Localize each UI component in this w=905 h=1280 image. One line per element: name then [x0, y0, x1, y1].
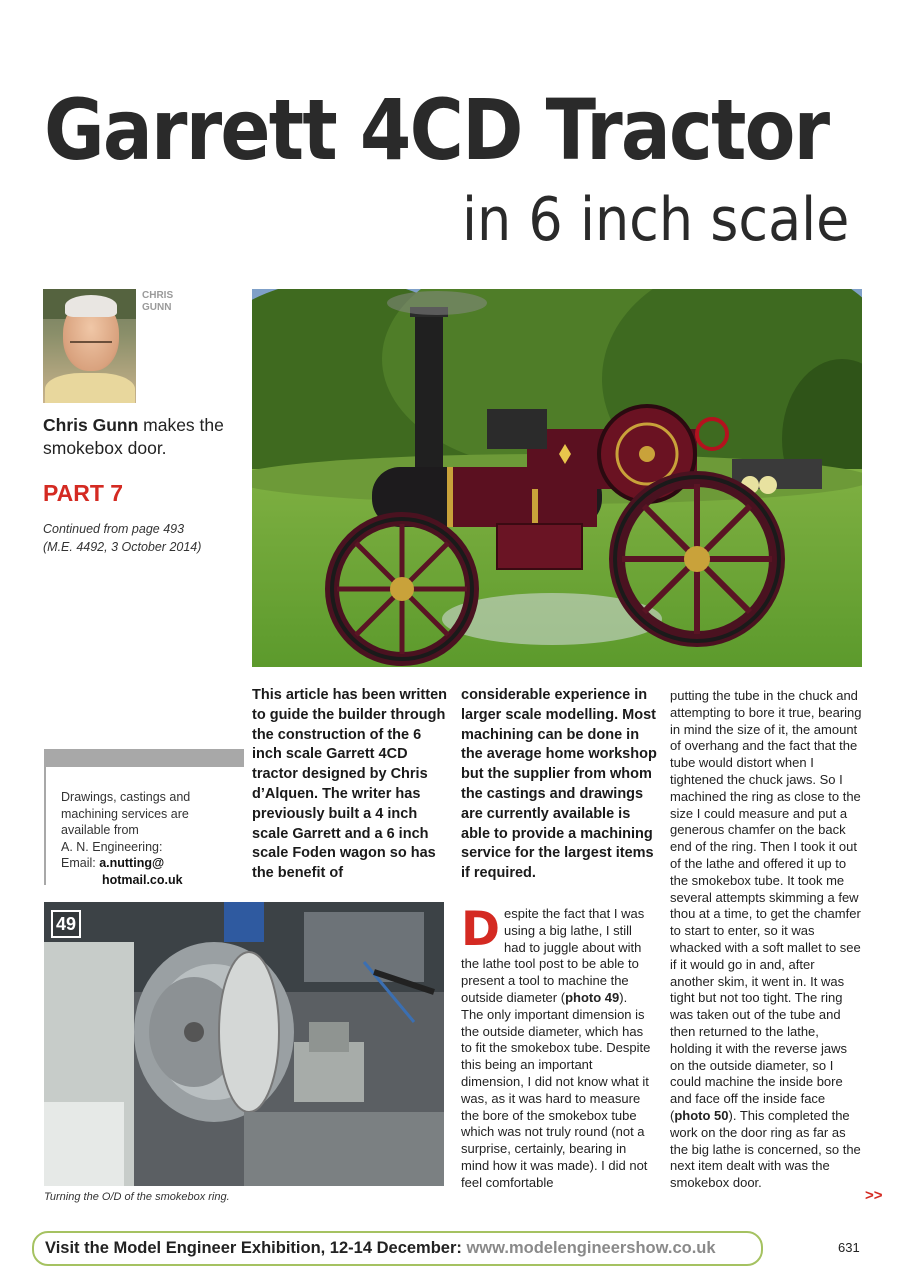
email-address[interactable]: a.nutting@: [99, 856, 165, 870]
continue-arrow: >>: [865, 1187, 883, 1204]
photo-ref-50: photo 50: [674, 1107, 729, 1123]
author-byline: CHRIS GUNN: [142, 290, 174, 313]
tractor-photo: [252, 289, 862, 667]
standfirst: Chris Gunn makes the smokebox door.: [43, 415, 224, 458]
continued-note: Continued from page 493 (M.E. 4492, 3 October 2014): [43, 522, 202, 554]
drop-cap: D: [461, 902, 501, 957]
article-subtitle: in 6 inch scale: [461, 185, 849, 255]
page-number: 631: [838, 1240, 860, 1255]
intro-column-1: This article has been written to guide the builder through the construction of the 6 inch scale Garrett 4CD tractor designed by Chris d’Alquen. The writer has previously built a 4 inch scale Garrett and a 6 inch scale Foden wagon so has the benefit of: [252, 687, 447, 882]
footer-url[interactable]: www.modelengineershow.co.uk: [466, 1239, 716, 1257]
author-name: Chris Gunn: [43, 415, 139, 435]
photo-caption: Turning the O/D of the smokebox ring.: [44, 1191, 230, 1203]
photo-ref-49: photo 49: [565, 989, 620, 1005]
intro-column-2: considerable experience in larger scale modelling. Most machining can be done in the average home workshop but the supplier from whom the castings and drawings are currently available is able to provide a machining service for the largest items if required.: [461, 687, 657, 882]
article-title: Garrett 4CD Tractor: [44, 81, 829, 179]
availability-text: Drawings, castings and machining services are available from A. N. Engineering: Email: a.nutting@ hotmail.co.uk: [61, 790, 191, 887]
lathe-photo: [44, 902, 444, 1186]
footer-text: Visit the Model Engineer Exhibition, 12-14 December:: [45, 1239, 467, 1257]
footer-banner: [32, 1231, 763, 1266]
photo-number: 49: [51, 910, 81, 938]
sidebar-header-bar: [44, 749, 244, 767]
part-label: PART 7: [43, 480, 124, 506]
author-photo: [43, 289, 136, 403]
body-column-3: putting the tube in the chuck and attempting to bore it true, bearing in mind the size of it, the amount of overhang and the fact that the tube would distort when I tightened the chuck jaws. So I machined the ring as close to the size I could measure and put a generous chamfer on the back end of the ring. Then I took it out of the lathe and offered it up to the smokebox tube. It took me several attempts skimming a few thou at a time, to get the chamfer to start to enter, so it was whacked with a soft mallet to see if it would go in and, after another skim, it went in. It was tight but not too tight. The ring was taken out of the tube and then returned to the lathe, holding it with the reverse jaws on the outside diameter, so I could machine the inside bore and face off the inside face (photo 50). This completed the work on the door ring as far as the big lathe is concerned, so the next item dealt with was the smokebox door.: [670, 688, 862, 1191]
email-address-cont[interactable]: hotmail.co.uk: [102, 872, 183, 887]
body-column-2: Despite the fact that I was using a big lathe, I still had to juggle about with the lathe tool post to be able to present a tool to machine the outside diameter (photo 49). The only important dimension is the outside diameter, which has to fit the smokebox tube. Despite this being an important dimension, I did not know what it was, as it was hard to measure the bore of the smokebox tube which was not truly round (not a surprise, certainly, bearing in mind how it was made). I did not feel comfortable: [461, 902, 651, 1190]
availability-box: [44, 749, 244, 885]
